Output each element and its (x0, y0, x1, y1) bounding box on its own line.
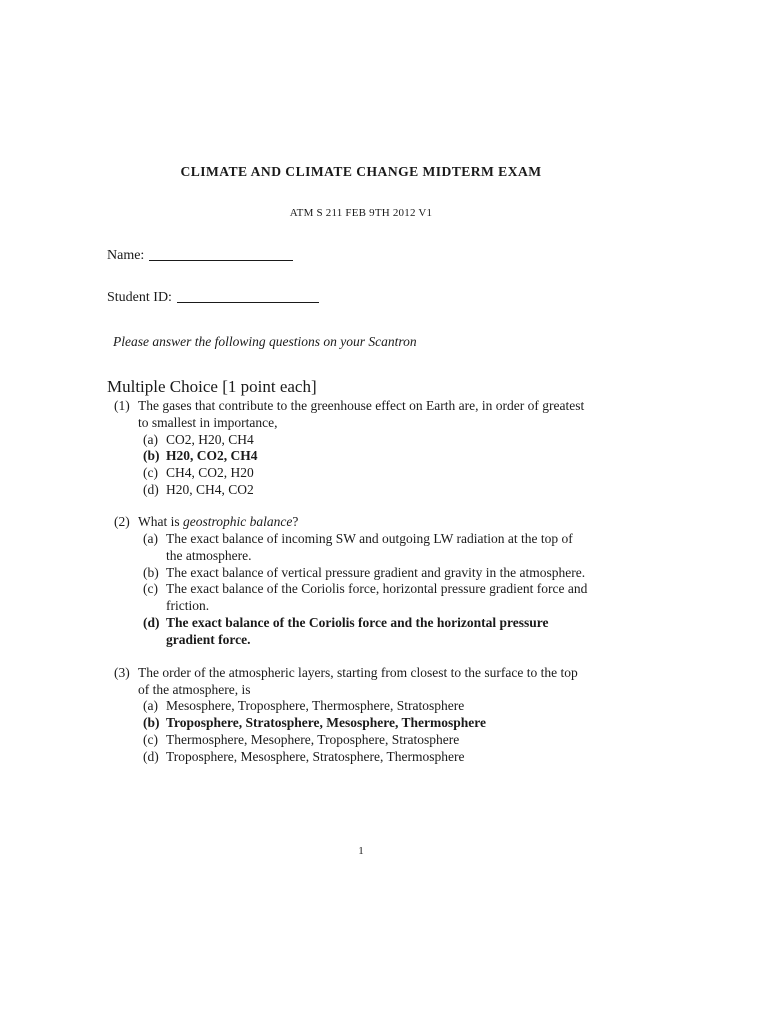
option-letter: (d) (143, 615, 160, 630)
question-text-term: geostrophic balance (183, 514, 293, 529)
option-letter: (a) (143, 698, 158, 713)
name-blank-line (149, 259, 293, 261)
option-text: The exact balance of the Coriolis force, horizontal pressure gradient force and (166, 581, 588, 596)
option-letter: (d) (143, 749, 159, 764)
student-id-label: Student ID: (107, 290, 172, 305)
student-id-blank-line (177, 301, 319, 303)
question-number: (2) (114, 514, 130, 529)
option-text-correct: gradient force. (166, 632, 251, 647)
option-letter: (b) (143, 715, 160, 730)
option-letter: (b) (143, 565, 159, 580)
question-text: of the atmosphere, is (138, 682, 251, 697)
option-text: CO2, H20, CH4 (166, 432, 254, 447)
option-text-correct: The exact balance of the Coriolis force and the horizontal pressure (166, 615, 549, 630)
section-heading: Multiple Choice [1 point each] (107, 377, 317, 396)
option-letter: (c) (143, 581, 158, 596)
option-letter: (d) (143, 482, 159, 497)
question-text: to smallest in importance, (138, 415, 278, 430)
option-text: Mesosphere, Troposphere, Thermosphere, Stratosphere (166, 698, 465, 713)
question-number: (3) (114, 665, 130, 680)
option-text: Troposphere, Mesosphere, Stratosphere, Thermosphere (166, 749, 465, 764)
question-text-prefix: What is (138, 514, 183, 529)
option-text: CH4, CO2, H20 (166, 465, 254, 480)
student-id-field (107, 290, 319, 306)
name-field (107, 248, 293, 264)
question-text-suffix: ? (292, 514, 299, 529)
option-letter: (a) (143, 432, 158, 447)
option-text-correct: H20, CO2, CH4 (166, 448, 258, 463)
name-label: Name: (107, 248, 145, 263)
instruction-text: Please answer the following questions on your Scantron (113, 334, 417, 349)
option-text-correct: Troposphere, Stratosphere, Mesosphere, Thermosphere (166, 715, 486, 730)
option-text: Thermosphere, Mesophere, Troposphere, Stratosphere (166, 732, 460, 747)
option-letter: (c) (143, 465, 158, 480)
option-text: H20, CH4, CO2 (166, 482, 254, 497)
question-text: The order of the atmospheric layers, starting from closest to the surface to the top (138, 665, 578, 680)
page-number: 1 (358, 845, 364, 857)
option-letter: (b) (143, 448, 160, 463)
question-text: The gases that contribute to the greenhouse effect on Earth are, in order of greatest (138, 398, 585, 413)
option-text: The exact balance of incoming SW and outgoing LW radiation at the top of (166, 531, 573, 546)
option-letter: (a) (143, 531, 158, 546)
question-number: (1) (114, 398, 130, 413)
option-text: friction. (166, 598, 210, 613)
option-text: the atmosphere. (166, 548, 252, 563)
question-text (138, 513, 298, 530)
option-text: The exact balance of vertical pressure gradient and gravity in the atmosphere. (166, 565, 586, 580)
exam-title: CLIMATE AND CLIMATE CHANGE MIDTERM EXAM (180, 164, 542, 179)
course-info: ATM S 211 FEB 9TH 2012 V1 (289, 207, 433, 219)
option-letter: (c) (143, 732, 158, 747)
